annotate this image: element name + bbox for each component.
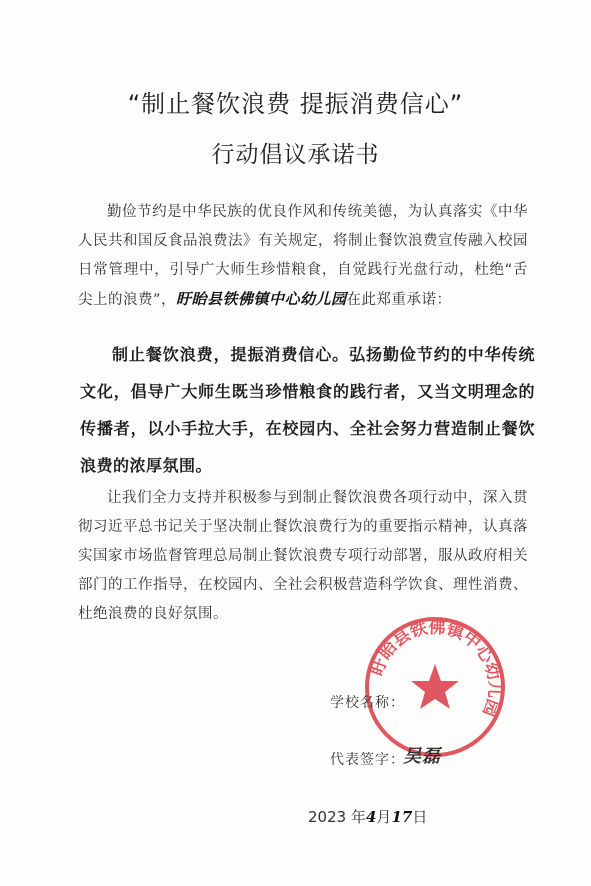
document-date [308,806,427,827]
school-seal-stamp [360,612,510,762]
paragraph-1-text: 勤俭节约是中华民族的优良作风和传统美德，为认真落实《中华人民共和国反食品浪费法》有关规定，将制止餐饮浪费宣传融入校园日常管理中，引导广大师生珍惜粮食，自觉践行光盘行动，杜绝“舌尖上的浪费”， [78,204,528,308]
seal-text: 盱眙县铁佛镇中心幼儿园 [367,617,505,720]
date-day: 17 [391,808,413,826]
date-month-char: 月 [376,808,392,826]
paragraph-3: 让我们全力支持并积极参与到制止餐饮浪费各项行动中，深入贯彻习近平总书记关于坚决制止餐饮浪费行为的重要指示精神，认真落实国家市场监督管理总局制止餐饮浪费专项行动部署，服从政府相关部门的工作指导，在校园内、全社会积极营造科学饮食、理性消费、杜绝浪费的良好氛围。 [78,490,528,622]
representative-signature: 吴磊 [403,746,441,767]
school-name-label: 学校名称： [330,695,405,711]
date-year-char: 年 [350,808,366,826]
representative-label: 代表签字： [330,752,405,768]
date-month: 4 [365,808,377,826]
seal-star-icon [411,664,459,709]
handwritten-school-name: 盱眙县铁佛镇中心幼儿园 [176,290,347,308]
paragraph-1 [78,198,528,315]
date-day-char: 日 [412,808,428,826]
document-title-line2: 行动倡议承诺书 [211,142,380,168]
paragraph-2: 制止餐饮浪费，提振消费信心。弘扬勤俭节约的中华传统文化，倡导广大师生既当珍惜粮食的践行者，又当文明理念的传播者，以小手拉大手，在校园内、全社会努力营造制止餐饮浪费的浓厚氛围。 [80,345,535,475]
date-year: 2023 [308,808,347,826]
paragraph-1-ending: 在此郑重承诺： [346,292,452,308]
document-title-line1: “制止餐饮浪费 提振消费信心” [127,90,464,118]
